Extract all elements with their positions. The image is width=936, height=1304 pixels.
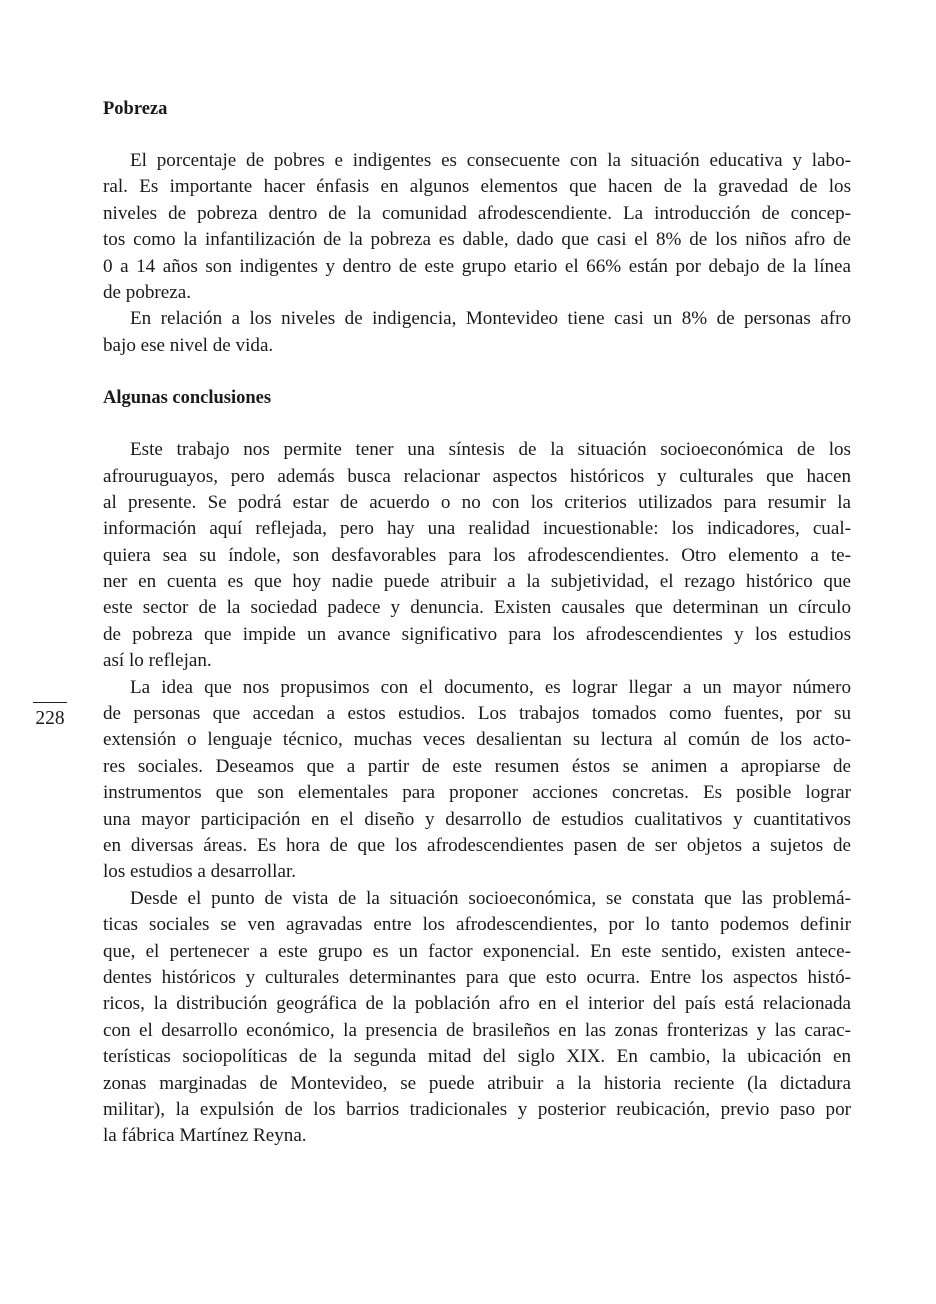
spacer <box>103 359 851 385</box>
text-line: Desde el punto de vista de la situación socioeconómica, se constata que las problemá- <box>130 887 851 909</box>
text-line: quiera sea su índole, son desfavorables para los afrodescendientes. Otro elemento a te- <box>103 544 851 566</box>
text-line: información aquí reflejada, pero hay una realidad incuestionable: los indicadores, cual- <box>103 518 851 540</box>
text-line: instrumentos que son elementales para proponer acciones concretas. Es posible lograr <box>103 782 851 804</box>
section-pobreza <box>103 96 851 359</box>
text-line: zonas marginadas de Montevideo, se puede atribuir a la historia reciente (la dictadura <box>103 1072 851 1094</box>
text-line: militar), la expulsión de los barrios tradicionales y posterior reubicación, previo paso por <box>103 1098 851 1120</box>
text-line: ral. Es importante hacer énfasis en algunos elementos que hacen de la gravedad de los <box>103 176 851 198</box>
text-line: al presente. Se podrá estar de acuerdo o no con los criterios utilizados para resumir la <box>103 491 851 513</box>
spacer <box>103 411 851 437</box>
text-line: de personas que accedan a estos estudios. Los trabajos tomados como fuentes, por su <box>103 703 851 725</box>
text-line: la fábrica Martínez Reyna. <box>103 1125 307 1147</box>
text-line: una mayor participación en el diseño y desarrollo de estudios cualitativos y cuantitativos <box>103 808 851 830</box>
text-line: niveles de pobreza dentro de la comunidad afrodescendiente. La introducción de concep- <box>103 202 851 224</box>
paragraph <box>103 437 851 675</box>
text-line: ricos, la distribución geográfica de la población afro en el interior del país está relacionada <box>103 993 851 1015</box>
text-line: en diversas áreas. Es hora de que los afrodescendientes pasen de ser objetos a sujetos de <box>103 834 851 856</box>
text-line: de pobreza que impide un avance significativo para los afrodescendientes y los estudios <box>103 623 851 645</box>
spacer <box>103 122 851 148</box>
text-line: terísticas sociopolíticas de la segunda mitad del siglo XIX. En cambio, la ubicación en <box>103 1046 851 1068</box>
section-conclusiones <box>103 385 851 1150</box>
text-line: ner en cuenta es que hoy nadie puede atribuir a la subjetividad, el rezago histórico que <box>103 571 851 593</box>
text-line: con el desarrollo económico, la presencia de brasileños en las zonas fronterizas y las carac- <box>103 1019 851 1041</box>
text-line: así lo reflejan. <box>103 650 212 672</box>
paragraph <box>103 675 851 886</box>
text-line: 0 a 14 años son indigentes y dentro de este grupo etario el 66% están por debajo de la línea <box>103 255 851 277</box>
section-heading: Pobreza <box>103 99 168 119</box>
paragraph <box>103 148 851 306</box>
text-line: de pobreza. <box>103 281 191 303</box>
text-line: este sector de la sociedad padece y denuncia. Existen causales que determinan un círculo <box>103 597 851 619</box>
text-line: los estudios a desarrollar. <box>103 861 297 883</box>
paragraph <box>103 886 851 1150</box>
text-line: ticas sociales se ven agravadas entre los afrodescendientes, por lo tanto podemos definir <box>103 914 851 936</box>
text-line: dentes históricos y culturales determinantes para que esto ocurra. Entre los aspectos histó- <box>103 966 851 988</box>
page-number: 228 <box>35 708 65 729</box>
text-line: res sociales. Deseamos que a partir de este resumen éstos se animen a apropiarse de <box>103 755 851 777</box>
text-line: afrouruguayos, pero además busca relacionar aspectos históricos y culturales que hacen <box>103 465 851 487</box>
text-line: que, el pertenecer a este grupo es un factor exponencial. En este sentido, existen antece- <box>103 940 851 962</box>
text-line: tos como la infantilización de la pobreza es dable, dado que casi el 8% de los niños afro de <box>103 229 851 251</box>
page-number-rule <box>33 702 67 703</box>
text-line: Este trabajo nos permite tener una síntesis de la situación socioeconómica de los <box>130 439 851 461</box>
section-heading: Algunas conclusiones <box>103 388 272 409</box>
text-line: En relación a los niveles de indigencia, Montevideo tiene casi un 8% de personas afro <box>130 308 851 330</box>
text-line: El porcentaje de pobres e indigentes es consecuente con la situación educativa y labo- <box>130 150 851 171</box>
text-line: extensión o lenguaje técnico, muchas veces desalientan su lectura al común de los acto- <box>103 729 851 751</box>
text-line: La idea que nos propusimos con el documento, es lograr llegar a un mayor número <box>130 676 851 698</box>
paragraph <box>103 306 851 359</box>
text-line: bajo ese nivel de vida. <box>103 334 274 356</box>
page-body <box>103 96 851 1150</box>
